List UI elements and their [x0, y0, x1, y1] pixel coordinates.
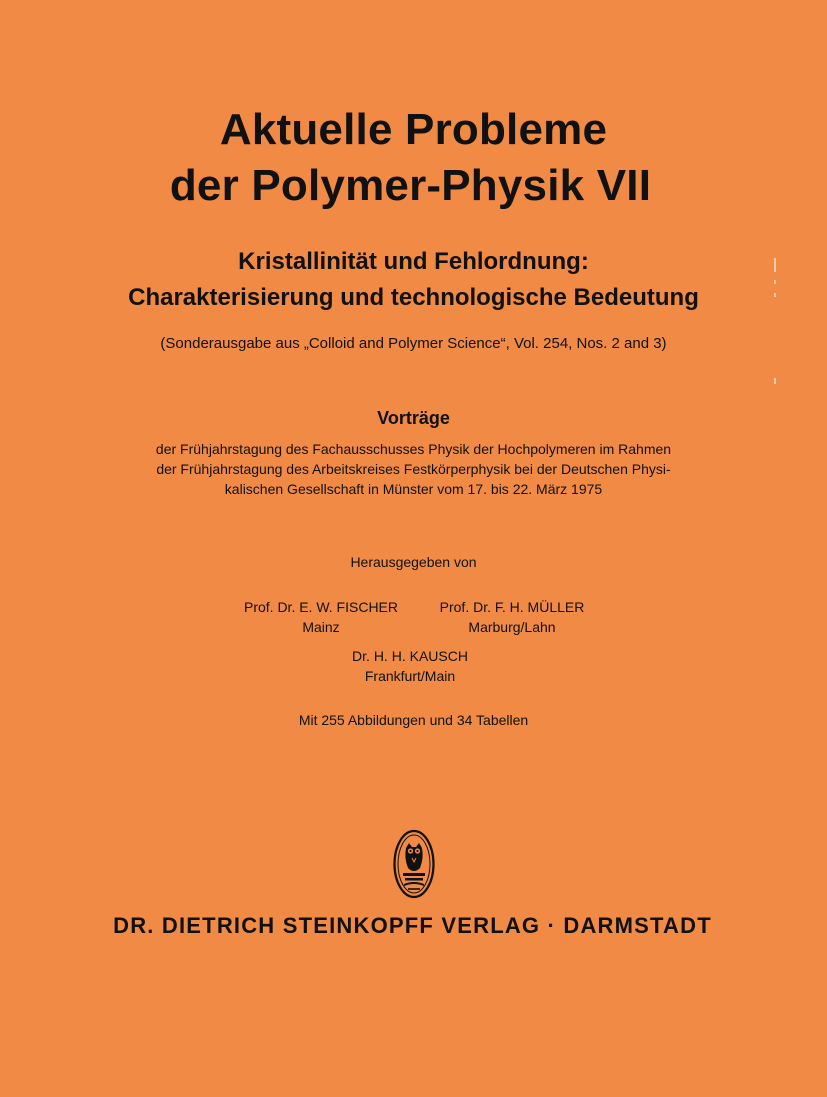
subtitle-line-1: Kristallinität und Fehlordnung: [238, 248, 589, 275]
lectures-line: kalischen Gesellschaft in Münster vom 17. bis 22. März 1975 [224, 481, 603, 497]
edited-by-label: Herausgegeben von [350, 554, 477, 570]
owl-emblem-icon [392, 828, 436, 900]
editor-city: Mainz [302, 619, 340, 635]
publisher-imprint: DR. DIETRICH STEINKOPFF VERLAG · DARMSTADT [113, 913, 712, 938]
title-line-2: der Polymer-Physik VII [169, 161, 652, 210]
lectures-line: der Frühjahrstagung des Fachausschusses Physik der Hochpolymeren im Rahmen [155, 441, 672, 457]
subtitle-line-2: Charakterisierung und technologische Bedeutung [128, 284, 699, 311]
editor-city: Marburg/Lahn [468, 619, 556, 635]
edge-mark [774, 280, 776, 284]
title-line-1: Aktuelle Probleme [219, 105, 608, 154]
edge-mark [774, 293, 776, 297]
editor-name: Dr. H. H. KAUSCH [352, 648, 468, 664]
editor-city: Frankfurt/Main [364, 668, 456, 684]
editor-name: Prof. Dr. F. H. MÜLLER [439, 599, 585, 615]
editor-kausch [330, 646, 490, 686]
editor-mueller [432, 597, 592, 637]
special-edition-note: (Sonderausgabe aus „Colloid and Polymer Science“, Vol. 254, Nos. 2 and 3) [160, 335, 667, 352]
editor-name: Prof. Dr. E. W. FISCHER [243, 599, 399, 615]
lectures-heading: Vorträge [377, 408, 450, 428]
lectures-description [0, 439, 827, 499]
figures-tables-count: Mit 255 Abbildungen und 34 Tabellen [298, 712, 529, 728]
editor-fischer [236, 597, 406, 637]
edge-mark [774, 258, 776, 272]
lectures-line: der Frühjahrstagung des Arbeitskreises Festkörperphysik bei der Deutschen Physi- [156, 461, 671, 477]
edge-mark [774, 378, 776, 384]
